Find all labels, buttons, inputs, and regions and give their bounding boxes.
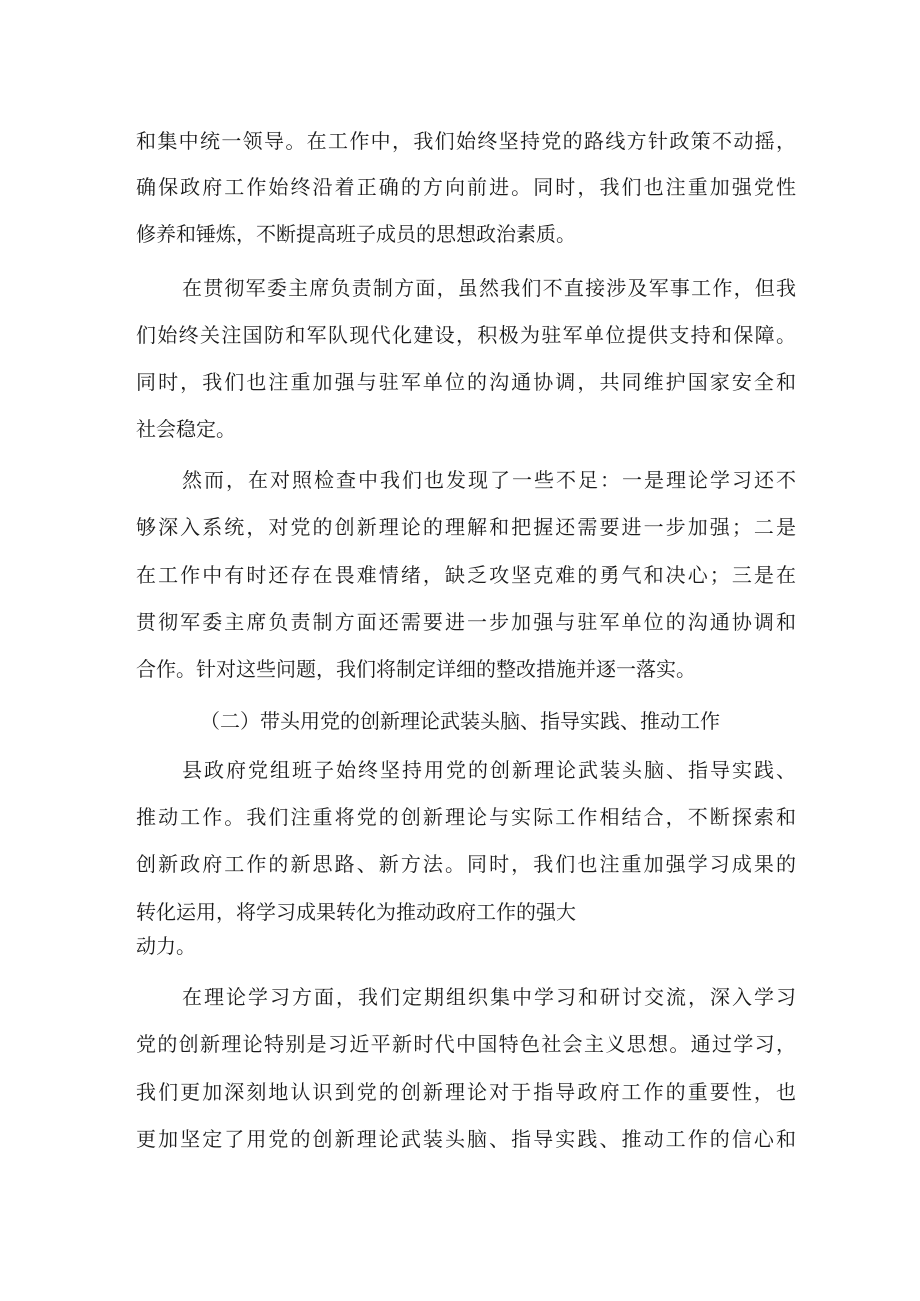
- body-text-line: 我们更加深刻地认识到党的创新理论对于指导政府工作的重要性，也: [136, 1080, 796, 1104]
- paragraph-first-line: 在理论学习方面，我们定期组织集中学习和研讨交流，深入学习: [182, 985, 796, 1009]
- paragraph-first-line: 然而，在对照检查中我们也发现了一些不足：一是理论学习还不: [182, 468, 796, 492]
- body-text-line: 修养和锤炼，不断提高班子成员的思想政治素质。: [136, 222, 576, 246]
- body-text-line: 够深入系统，对党的创新理论的理解和把握还需要进一步加强；二是: [136, 515, 796, 539]
- body-text-line: 们始终关注国防和军队现代化建设，积极为驻军单位提供支持和保障。: [136, 323, 796, 347]
- body-text-line: 社会稳定。: [136, 417, 236, 441]
- body-text-line: 转化运用，将学习成果转化为推动政府工作的强大: [136, 900, 576, 924]
- body-text-line: 党的创新理论特别是习近平新时代中国特色社会主义思想。通过学习，: [136, 1032, 796, 1056]
- body-text-line: 在工作中有时还存在畏难情绪，缺乏攻坚克难的勇气和决心；三是在: [136, 563, 796, 587]
- body-text-line: 创新政府工作的新思路、新方法。同时，我们也注重加强学习成果的: [136, 852, 796, 876]
- body-text-line: 确保政府工作始终沿着正确的方向前进。同时，我们也注重加强党性: [136, 175, 796, 199]
- body-text-line: 贯彻军委主席负责制方面还需要进一步加强与驻军单位的沟通协调和: [136, 610, 796, 634]
- body-text-line: 合作。针对这些问题，我们将制定详细的整改措施并逐一落实。: [136, 657, 696, 681]
- section-heading: （二）带头用党的创新理论武装头脑、指导实践、推动工作: [200, 709, 720, 733]
- paragraph-first-line: 县政府党组班子始终坚持用党的创新理论武装头脑、指导实践、: [182, 758, 796, 782]
- body-text-line: 推动工作。我们注重将党的创新理论与实际工作相结合，不断探索和: [136, 805, 796, 829]
- paragraph-first-line: 在贯彻军委主席负责制方面，虽然我们不直接涉及军事工作，但我: [182, 276, 796, 300]
- body-text-line: 更加坚定了用党的创新理论武装头脑、指导实践、推动工作的信心和: [136, 1127, 796, 1151]
- body-text-line: 同时，我们也注重加强与驻军单位的沟通协调，共同维护国家安全和: [136, 370, 796, 394]
- body-text-line: 和集中统一领导。在工作中，我们始终坚持党的路线方针政策不动摇，: [136, 129, 796, 153]
- body-text-line: 动力。: [136, 934, 196, 958]
